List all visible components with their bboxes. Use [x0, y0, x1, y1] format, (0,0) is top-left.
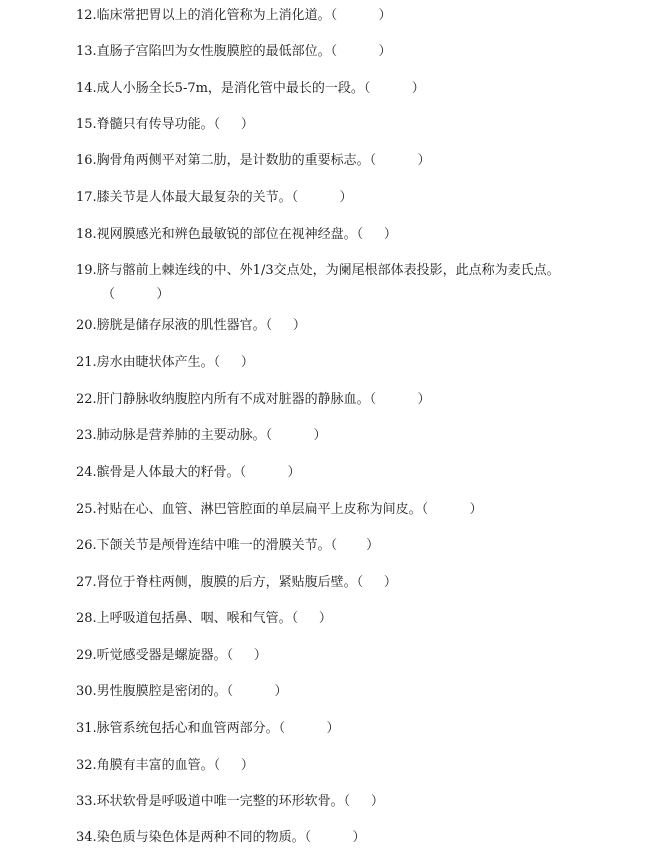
question-27: [76, 571, 636, 595]
question-24: [76, 461, 636, 485]
question-25: [76, 498, 636, 522]
question-16: [76, 149, 636, 173]
question-text: 29.听觉感受器是螺旋器。（ ）: [76, 648, 267, 663]
question-31: [76, 717, 636, 741]
question-text: 12.临床常把胃以上的消化管称为上消化道。（ ）: [76, 8, 392, 23]
question-text: 26.下颌关节是颅骨连结中唯一的滑膜关节。（ ）: [76, 538, 380, 553]
question-text: 18.视网膜感光和辨色最敏锐的部位在视神经盘。（ ）: [76, 227, 397, 242]
question-26: [76, 534, 636, 558]
question-32: [76, 754, 636, 778]
question-text: 27.肾位于脊柱两侧，腹膜的后方，紧贴腹后壁。（ ）: [76, 575, 397, 590]
question-22: [76, 388, 636, 412]
question-15: [76, 113, 636, 137]
question-text: 15.脊髓只有传导功能。（ ）: [76, 117, 254, 132]
question-30: [76, 680, 636, 704]
question-20: [76, 314, 636, 338]
question-text: 14.成人小肠全长5-7m，是消化管中最长的一段。（ ）: [76, 81, 425, 96]
question-text: 25.衬贴在心、血管、淋巴管腔面的单层扁平上皮称为间皮。（ ）: [76, 502, 483, 517]
question-28: [76, 607, 636, 631]
question-33: [76, 790, 636, 814]
question-text: 20.膀胱是储存尿液的肌性器官。（ ）: [76, 318, 306, 333]
question-text: 28.上呼吸道包括鼻、咽、喉和气管。（ ）: [76, 611, 332, 626]
question-17: [76, 186, 636, 210]
question-text: 17.膝关节是人体最大最复杂的关节。（ ）: [76, 190, 353, 205]
question-answer-blank: （ ）: [102, 287, 170, 302]
question-19: [76, 259, 636, 307]
question-text: 32.角膜有丰富的血管。（ ）: [76, 758, 254, 773]
question-text: 31.脉管系统包括心和血管两部分。（ ）: [76, 721, 340, 736]
question-text: 23.肺动脉是营养肺的主要动脉。（ ）: [76, 428, 327, 443]
question-18: [76, 223, 636, 247]
question-14: [76, 77, 636, 101]
question-text: 21.房水由睫状体产生。（ ）: [76, 355, 254, 370]
question-34: [76, 826, 636, 850]
question-21: [76, 351, 636, 375]
question-text: 22.肝门静脉收纳腹腔内所有不成对脏器的静脉血。（ ）: [76, 392, 431, 407]
question-text: 19.脐与髂前上棘连线的中、外1/3交点处，为阑尾根部体表投影，此点称为麦氏点。: [76, 263, 560, 278]
question-12: [76, 4, 636, 28]
question-13: [76, 40, 636, 64]
question-text: 13.直肠子宫陷凹为女性腹膜腔的最低部位。（ ）: [76, 44, 392, 59]
question-text: 34.染色质与染色体是两种不同的物质。（ ）: [76, 830, 366, 845]
question-29: [76, 644, 636, 668]
question-text: 16.胸骨角两侧平对第二肋，是计数肋的重要标志。（ ）: [76, 153, 431, 168]
question-text: 24.髌骨是人体最大的籽骨。（ ）: [76, 465, 301, 480]
question-text: 33.环状软骨是呼吸道中唯一完整的环形软骨。（ ）: [76, 794, 384, 809]
question-text: 30.男性腹膜腔是密闭的。（ ）: [76, 684, 288, 699]
question-23: [76, 424, 636, 448]
